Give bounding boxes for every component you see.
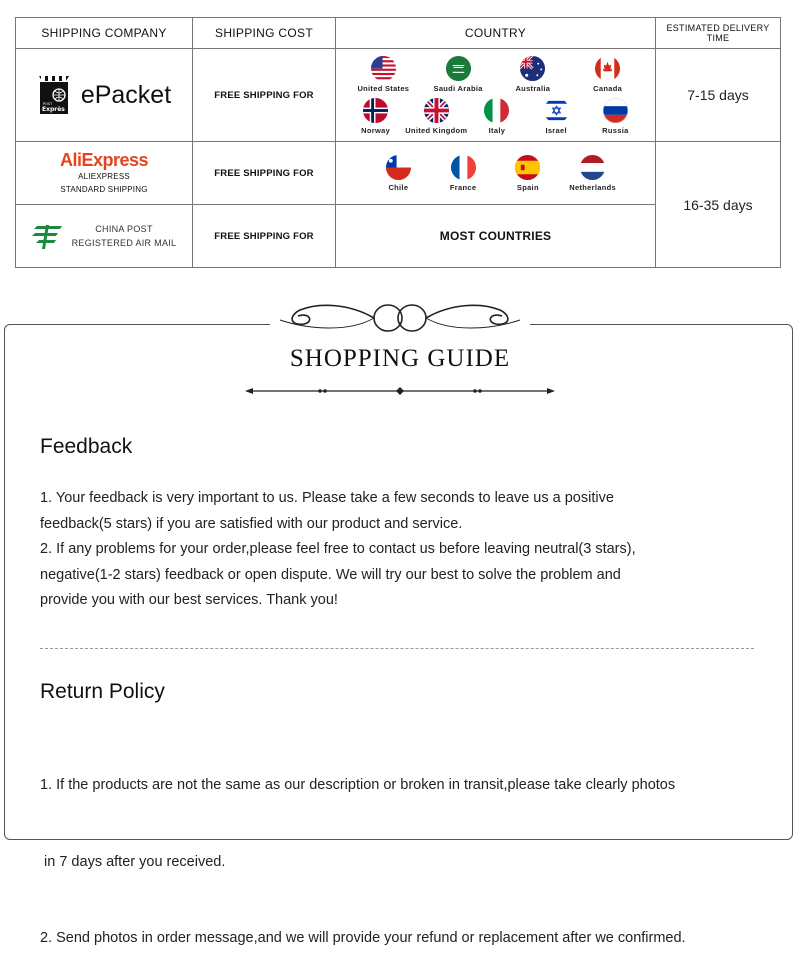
country-israel: Israel (527, 97, 586, 135)
chinapost-cell: CHINA POST REGISTERED AIR MAIL (16, 205, 193, 268)
country-norway: Norway (346, 97, 405, 135)
italy-flag-icon (483, 97, 510, 124)
header-country: COUNTRY (336, 18, 656, 49)
shopping-guide-title: SHOPPING GUIDE (289, 345, 511, 372)
country-canada: Canada (573, 55, 643, 93)
epacket-name: ePacket (80, 80, 172, 109)
aliexpress-delivery: 16-35 days (656, 142, 781, 268)
country-united-kingdom: United Kingdom (405, 97, 467, 135)
country-saudi-arabia: Saudi Arabia (423, 55, 493, 93)
return-policy-text: 1. If the products are not the same as our description or broken in transit,please take clearly photos in 7 days after you received. 2. Send photos in order message,and we will provide your refund or replacement after we confirmed. (40, 777, 686, 946)
epacket-logo-icon (37, 73, 71, 117)
country-australia: Australia (498, 55, 568, 93)
saudi-flag-icon (445, 55, 472, 82)
return-policy-title: Return Policy (40, 680, 165, 703)
country-netherlands: Netherlands (560, 154, 625, 192)
spain-flag-icon (514, 154, 541, 181)
australia-flag-icon (519, 55, 546, 82)
header-shipping-company: SHIPPING COMPANY (16, 18, 193, 49)
table-row (16, 142, 781, 205)
israel-flag-icon (543, 97, 570, 124)
aliexpress-cost: FREE SHIPPING FOR (193, 142, 336, 205)
country-france: France (431, 154, 496, 192)
country-russia: Russia (586, 97, 645, 135)
section-divider (40, 648, 754, 649)
aliexpress-logo: AliExpress (59, 150, 149, 170)
canada-flag-icon (594, 55, 621, 82)
shipping-table (15, 17, 781, 268)
country-italy: Italy (467, 97, 526, 135)
chile-flag-icon (385, 154, 412, 181)
epacket-delivery: 7-15 days (656, 49, 781, 142)
russia-flag-icon (602, 97, 629, 124)
svg-text:POST: POST (42, 102, 53, 106)
ornament-flourish-icon (270, 296, 530, 340)
header-delivery-time: ESTIMATED DELIVERY TIME (656, 18, 781, 49)
norway-flag-icon (362, 97, 389, 124)
chinapost-countries: MOST COUNTRIES (336, 205, 656, 268)
netherlands-flag-icon (579, 154, 606, 181)
chinapost-cost: FREE SHIPPING FOR (193, 205, 336, 268)
feedback-title: Feedback (40, 435, 133, 458)
country-chile: Chile (366, 154, 431, 192)
feedback-text: 1. Your feedback is very important to us. Please take a few seconds to leave us a positive feedback(5 stars) if you are satisfied with our product and service. 2. If any problems for your order,please feel free to contact us before leaving neutral(3 stars), negative(1-2 stars) feedback or open dispute. We will try our best to solve the problem and provide you with our best services. Thank you! (40, 490, 636, 608)
aliexpress-cell: AliExpress ALIEXPRESS STANDARD SHIPPING (16, 142, 193, 205)
france-flag-icon (450, 154, 477, 181)
table-header-row (16, 18, 781, 49)
epacket-cost: FREE SHIPPING FOR (193, 49, 336, 142)
country-united-states: United States (348, 55, 418, 93)
epacket-countries (336, 49, 656, 142)
title-divider-icon (245, 385, 555, 397)
svg-text:Exprès: Exprès (41, 106, 65, 113)
china-post-logo-icon (32, 221, 64, 251)
aliexpress-countries (336, 142, 656, 205)
table-row (16, 49, 781, 142)
us-flag-icon (370, 55, 397, 82)
country-spain: Spain (496, 154, 561, 192)
uk-flag-icon (423, 97, 450, 124)
epacket-cell (16, 49, 193, 142)
header-shipping-cost: SHIPPING COST (193, 18, 336, 49)
